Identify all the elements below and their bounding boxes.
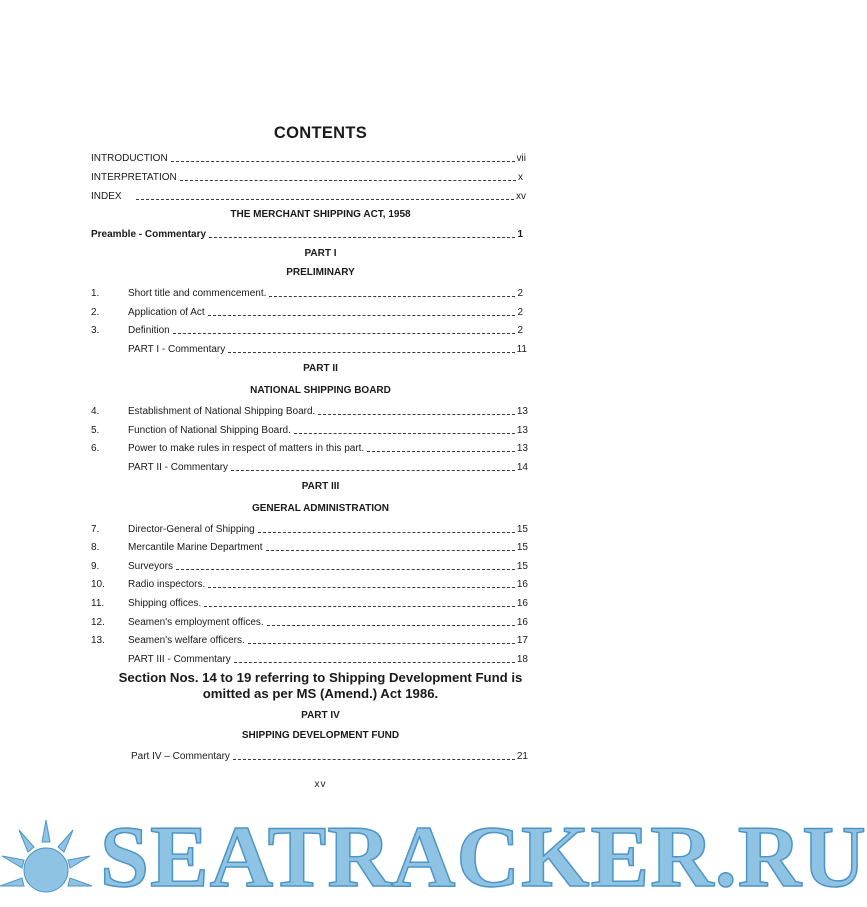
leader-dots [136, 199, 514, 200]
entry-label: Surveyors [128, 561, 174, 572]
leader-dots [171, 161, 515, 162]
entry-page: 15 [516, 561, 528, 572]
toc-entry-part-1-commentary[interactable] [128, 342, 527, 356]
toc-entry-index[interactable] [91, 189, 526, 203]
leader-dots [269, 296, 515, 297]
entry-number: 1. [91, 288, 100, 299]
omission-note-line-1: Section Nos. 14 to 19 referring to Shipping Development Fund is [118, 670, 523, 685]
entry-page: vii [516, 153, 526, 164]
part-4-title: PART IV [301, 710, 340, 721]
entry-page: 13 [516, 406, 528, 417]
entry-label: Part IV – Commentary [131, 751, 230, 762]
entry-label: INTERPRETATION [91, 172, 177, 183]
leader-dots [258, 532, 515, 533]
entry-page: 15 [516, 524, 528, 535]
toc-entry-part-3-commentary[interactable] [128, 652, 528, 666]
entry-page: 16 [516, 598, 528, 609]
toc-entry-section-5[interactable] [91, 423, 528, 437]
entry-page: 16 [516, 617, 528, 628]
entry-page: 2 [517, 288, 523, 299]
toc-entry-section-7[interactable] [91, 522, 528, 536]
entry-number: 11. [91, 598, 105, 609]
entry-page: 16 [516, 579, 528, 590]
omission-note-line-2: omitted as per MS (Amend.) Act 1986. [202, 685, 439, 701]
leader-dots [176, 569, 515, 570]
entry-label: Seamen's welfare officers. [128, 635, 245, 646]
leader-dots [209, 237, 515, 238]
leader-dots [233, 759, 515, 760]
toc-entry-section-12[interactable] [91, 615, 528, 629]
entry-label: Radio inspectors. [128, 579, 206, 590]
entry-label: Preamble - Commentary [91, 229, 207, 240]
leader-dots [228, 352, 514, 353]
toc-entry-section-11[interactable] [91, 596, 528, 610]
leader-dots [248, 643, 515, 644]
entry-page: 17 [516, 635, 528, 646]
contents-title: CONTENTS [273, 124, 368, 142]
entry-label: Definition [128, 325, 170, 336]
leader-dots [208, 315, 516, 316]
leader-dots [204, 606, 515, 607]
leader-dots [173, 333, 516, 334]
omission-note [0, 670, 641, 701]
part-3-title: PART III [301, 481, 340, 492]
leader-dots [267, 625, 515, 626]
part-2-title: PART II [303, 363, 338, 374]
entry-page: 15 [516, 542, 528, 553]
toc-entry-part-4-commentary[interactable] [131, 749, 528, 763]
entry-page: 21 [516, 751, 528, 762]
toc-entry-part-2-commentary[interactable] [128, 460, 528, 474]
entry-number: 12. [91, 617, 105, 628]
entry-page: 13 [516, 443, 528, 454]
entry-number: 9. [91, 561, 100, 572]
watermark-text: SEATRACKER.RU [100, 809, 867, 906]
toc-entry-section-8[interactable] [91, 540, 528, 554]
entry-page: 13 [516, 425, 528, 436]
entry-label: Application of Act [128, 307, 205, 318]
entry-number: 13. [91, 635, 105, 646]
toc-entry-section-6[interactable] [91, 441, 528, 455]
page-number: xv [314, 779, 327, 790]
toc-entry-section-13[interactable] [91, 633, 528, 647]
toc-entry-section-1[interactable] [91, 286, 523, 300]
leader-dots [318, 414, 515, 415]
entry-number: 5. [91, 425, 100, 436]
entry-page: 2 [517, 307, 523, 318]
part-1-title: PART I [304, 248, 337, 259]
leader-dots [266, 550, 515, 551]
entry-label: PART I - Commentary [128, 344, 226, 355]
entry-label: INTRODUCTION [91, 153, 168, 164]
part-3-heading: GENERAL ADMINISTRATION [251, 503, 390, 514]
leader-dots [180, 180, 516, 181]
entry-label: PART II - Commentary [128, 462, 229, 473]
entry-label: PART III - Commentary [128, 654, 231, 665]
toc-entry-section-2[interactable] [91, 305, 523, 319]
entry-page: 14 [516, 462, 528, 473]
entry-number: 7. [91, 524, 100, 535]
entry-number: 8. [91, 542, 100, 553]
entry-number: 3. [91, 325, 100, 336]
entry-page: 1 [517, 229, 523, 240]
toc-entry-introduction[interactable] [91, 151, 526, 165]
entry-label: INDEX [91, 191, 122, 202]
toc-entry-section-9[interactable] [91, 559, 528, 573]
act-title: THE MERCHANT SHIPPING ACT, 1958 [230, 209, 411, 220]
entry-page: 11 [516, 344, 527, 355]
toc-entry-section-10[interactable] [91, 577, 528, 591]
part-1-heading: PRELIMINARY [286, 267, 355, 278]
entry-number: 2. [91, 307, 100, 318]
toc-entry-section-3[interactable] [91, 323, 523, 337]
entry-page: 2 [517, 325, 523, 336]
entry-label: Director-General of Shipping [128, 524, 255, 535]
leader-dots [234, 662, 515, 663]
toc-entry-section-4[interactable] [91, 404, 528, 418]
entry-number: 4. [91, 406, 100, 417]
entry-label: Short title and commencement. [128, 288, 267, 299]
entry-label: Establishment of National Shipping Board. [128, 406, 316, 417]
toc-entry-preamble[interactable] [91, 227, 523, 241]
entry-number: 6. [91, 443, 100, 454]
leader-dots [208, 587, 515, 588]
entry-label: Function of National Shipping Board. [128, 425, 291, 436]
leader-dots [231, 470, 515, 471]
entry-label: Power to make rules in respect of matters in this part. [128, 443, 365, 454]
leader-dots [367, 451, 515, 452]
entry-label: Seamen's employment offices. [128, 617, 264, 628]
entry-page: xv [516, 191, 526, 202]
part-2-heading: NATIONAL SHIPPING BOARD [250, 385, 391, 396]
toc-entry-interpretation[interactable] [91, 170, 523, 184]
entry-page: x [518, 172, 523, 183]
entry-label: Mercantile Marine Department [128, 542, 263, 553]
leader-dots [294, 433, 515, 434]
entry-page: 18 [516, 654, 528, 665]
sun-icon [0, 812, 96, 904]
part-4-heading: SHIPPING DEVELOPMENT FUND [241, 730, 400, 741]
entry-number: 10. [91, 579, 105, 590]
entry-label: Shipping offices. [128, 598, 202, 609]
